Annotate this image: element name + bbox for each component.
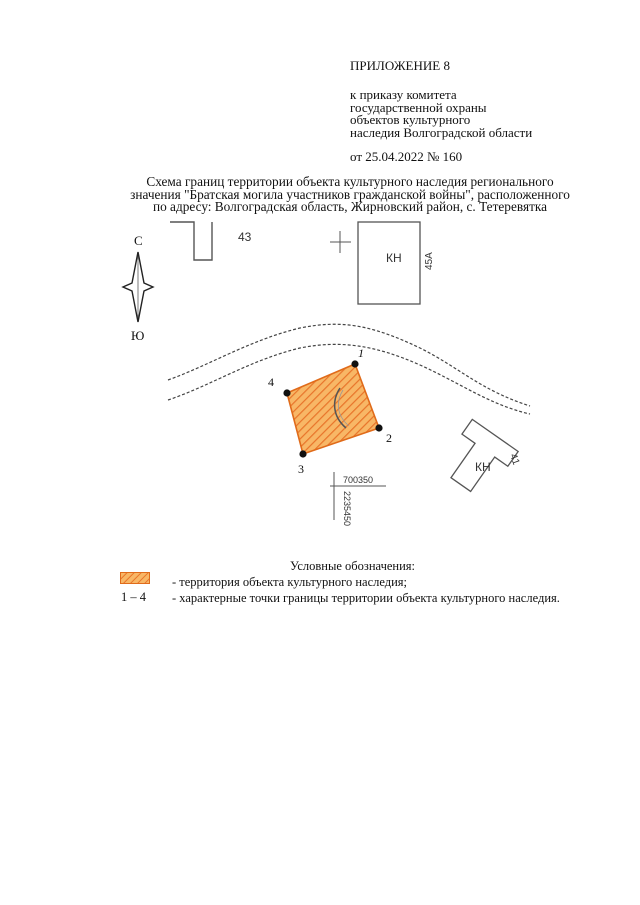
boundary-point-1: [351, 360, 358, 367]
boundary-point-2: [375, 424, 382, 431]
legend-points-symbol: 1 – 4: [121, 590, 146, 604]
point-4-label: 4: [268, 375, 274, 389]
parcel-43-boundary: [170, 222, 212, 260]
scheme-title-line: по адресу: Волгоградская область, Жирновский район, с. Тетеревятка: [152, 199, 548, 214]
order-reference-line: наследия Волгоградской области: [350, 124, 533, 140]
heritage-territory: [287, 364, 379, 454]
point-2-label: 2: [386, 431, 392, 445]
parcel-43-label: 43: [238, 230, 252, 244]
point-3-label: 3: [298, 462, 304, 476]
grid-y-label: 2235450: [342, 491, 352, 527]
legend-points-text: - характерные точки границы территории объекта культурного наследия.: [172, 591, 560, 605]
order-date: от 25.04.2022 № 160: [350, 149, 463, 164]
grid-cross-marker: [330, 231, 351, 253]
parcel-45a-label: 45А: [424, 252, 435, 270]
grid-x-label: 700350: [343, 475, 374, 485]
boundary-point-3: [299, 450, 306, 457]
order-reference-line: государственной охраны: [350, 99, 487, 115]
parcel-41-label: 41: [507, 452, 522, 467]
order-reference-line: к приказу комитета: [350, 87, 457, 102]
scheme-title-line: Схема границ территории объекта культурного наследия регионального: [146, 174, 554, 189]
legend-territory-text: - территория объекта культурного наследия;: [172, 575, 408, 589]
legend-heading: Условные обозначения:: [290, 559, 416, 573]
scheme-title-line: значения "Братская могила участников гражданской войны", расположенного: [130, 186, 570, 202]
boundary-point-4: [283, 389, 290, 396]
building-45a-code: КН: [386, 251, 402, 265]
compass-north-label: С: [134, 233, 143, 248]
building-41-code: КН: [475, 460, 491, 474]
legend-territory-swatch: [120, 572, 150, 584]
compass-south-label: Ю: [131, 328, 145, 343]
order-reference-line: объектов культурного: [350, 112, 471, 127]
appendix-title: ПРИЛОЖЕНИЕ 8: [350, 58, 450, 73]
point-1-label: 1: [358, 346, 364, 360]
north-arrow: [123, 252, 153, 322]
